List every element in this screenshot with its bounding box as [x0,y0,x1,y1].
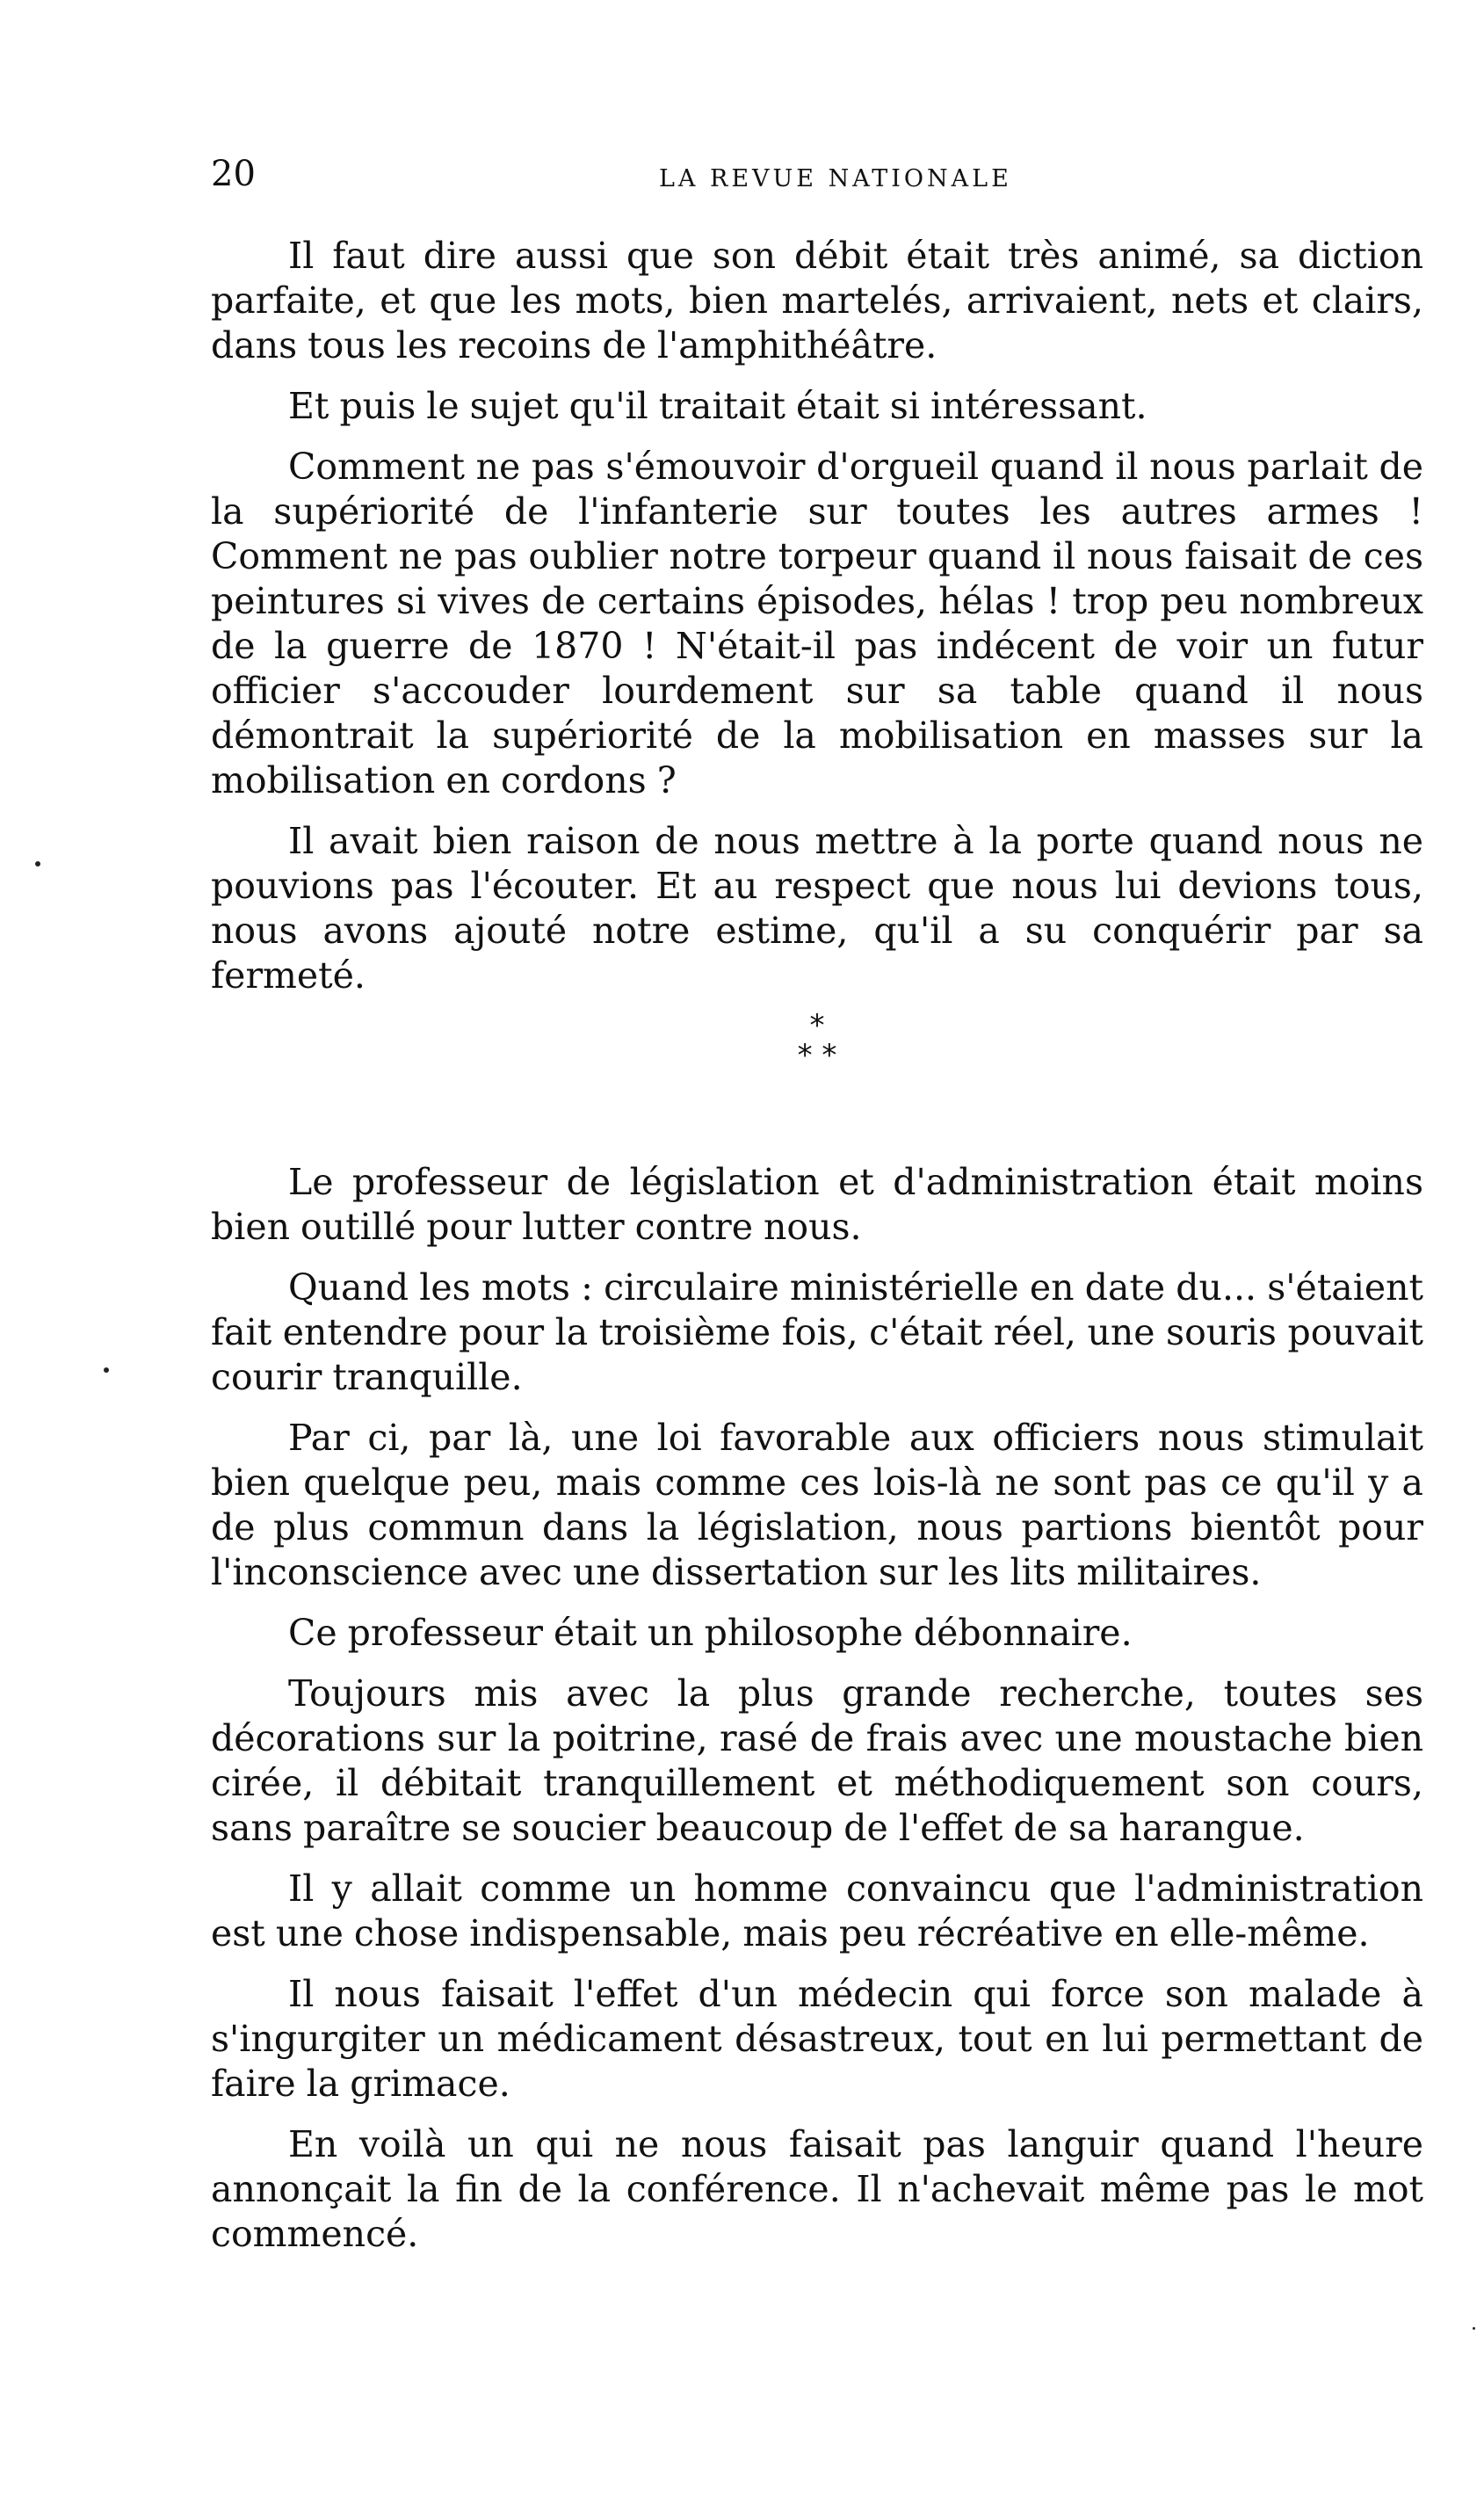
paragraph: Ce professeur était un philosophe débonnaire. [288,1612,1133,1654]
section-separator-asterism [773,1008,861,1081]
asterism-top: * [809,1008,825,1043]
paragraph: Il avait bien raison de nous mettre à la porte quand nous ne pouvions pas l'écouter. Et au respect que nous lui devions tous, nous avons ajouté notre estime, qu'il a su conquérir par sa fermeté. [211,820,1423,997]
running-head [211,148,1441,200]
paragraph: Quand les mots : circulaire ministérielle en date du... s'étaient fait entendre pour la troisième fois, c'était réel, une souris pouvait courir tranquille. [211,1266,1423,1398]
margin-speck [104,1367,109,1373]
paragraph: Par ci, par là, une loi favorable aux officiers nous stimulait bien quelque peu, mais comme ces lois-là ne sont pas ce qu'il y a de plus commun dans la législation, nous partions bientôt pour l'inconscience avec une dissertation sur les lits militaires. [211,1417,1423,1593]
margin-speck [1473,2327,1475,2330]
asterism-bottom: * * [797,1038,837,1073]
paragraph: Il faut dire aussi que son débit était très animé, sa diction parfaite, et que les mots, bien martelés, arrivaient, nets et clairs, dans tous les recoins de l'amphithéâtre. [211,235,1423,366]
paragraph: Il nous faisait l'effet d'un médecin qui force son malade à s'ingurgiter un médicament désastreux, tout en lui permettant de faire la grimace. [211,1973,1423,2105]
page-number: 20 [211,154,256,194]
margin-speck [35,861,40,867]
paragraph: Et puis le sujet qu'il traitait était si intéressant. [288,385,1147,427]
journal-title: LA REVUE NATIONALE [659,165,1012,192]
paragraph: En voilà un qui ne nous faisait pas languir quand l'heure annonçait la fin de la conférence. Il n'achevait même pas le mot commencé. [211,2123,1423,2255]
paragraph: Toujours mis avec la plus grande recherche, toutes ses décorations sur la poitrine, rasé de frais avec une moustache bien cirée, il débitait tranquillement et méthodiquement son cours, sans paraître se soucier beaucoup de l'effet de sa harangue. [211,1672,1423,1849]
text-section-1 [211,234,1423,1014]
paragraph: Comment ne pas s'émouvoir d'orgueil quand il nous parlait de la supériorité de l'infanterie sur toutes les autres armes ! Comment ne pas oublier notre torpeur quand il nous faisait de ces peintures si vives de certains épisodes, hélas ! trop peu nombreux de la guerre de 1870 ! N'était-il pas indécent de voir un futur officier s'accouder lourdement sur sa table quand il nous démontrait la supériorité de la mobilisation en masses sur la mobilisation en cordons ? [211,446,1423,801]
paragraph: Il y allait comme un homme convaincu que l'administration est une chose indispensable, mais peu récréative en elle-même. [211,1867,1423,1954]
paragraph: Le professeur de législation et d'administration était moins bien outillé pour lutter contre nous. [211,1161,1423,1248]
text-section-2 [211,1160,1423,2273]
